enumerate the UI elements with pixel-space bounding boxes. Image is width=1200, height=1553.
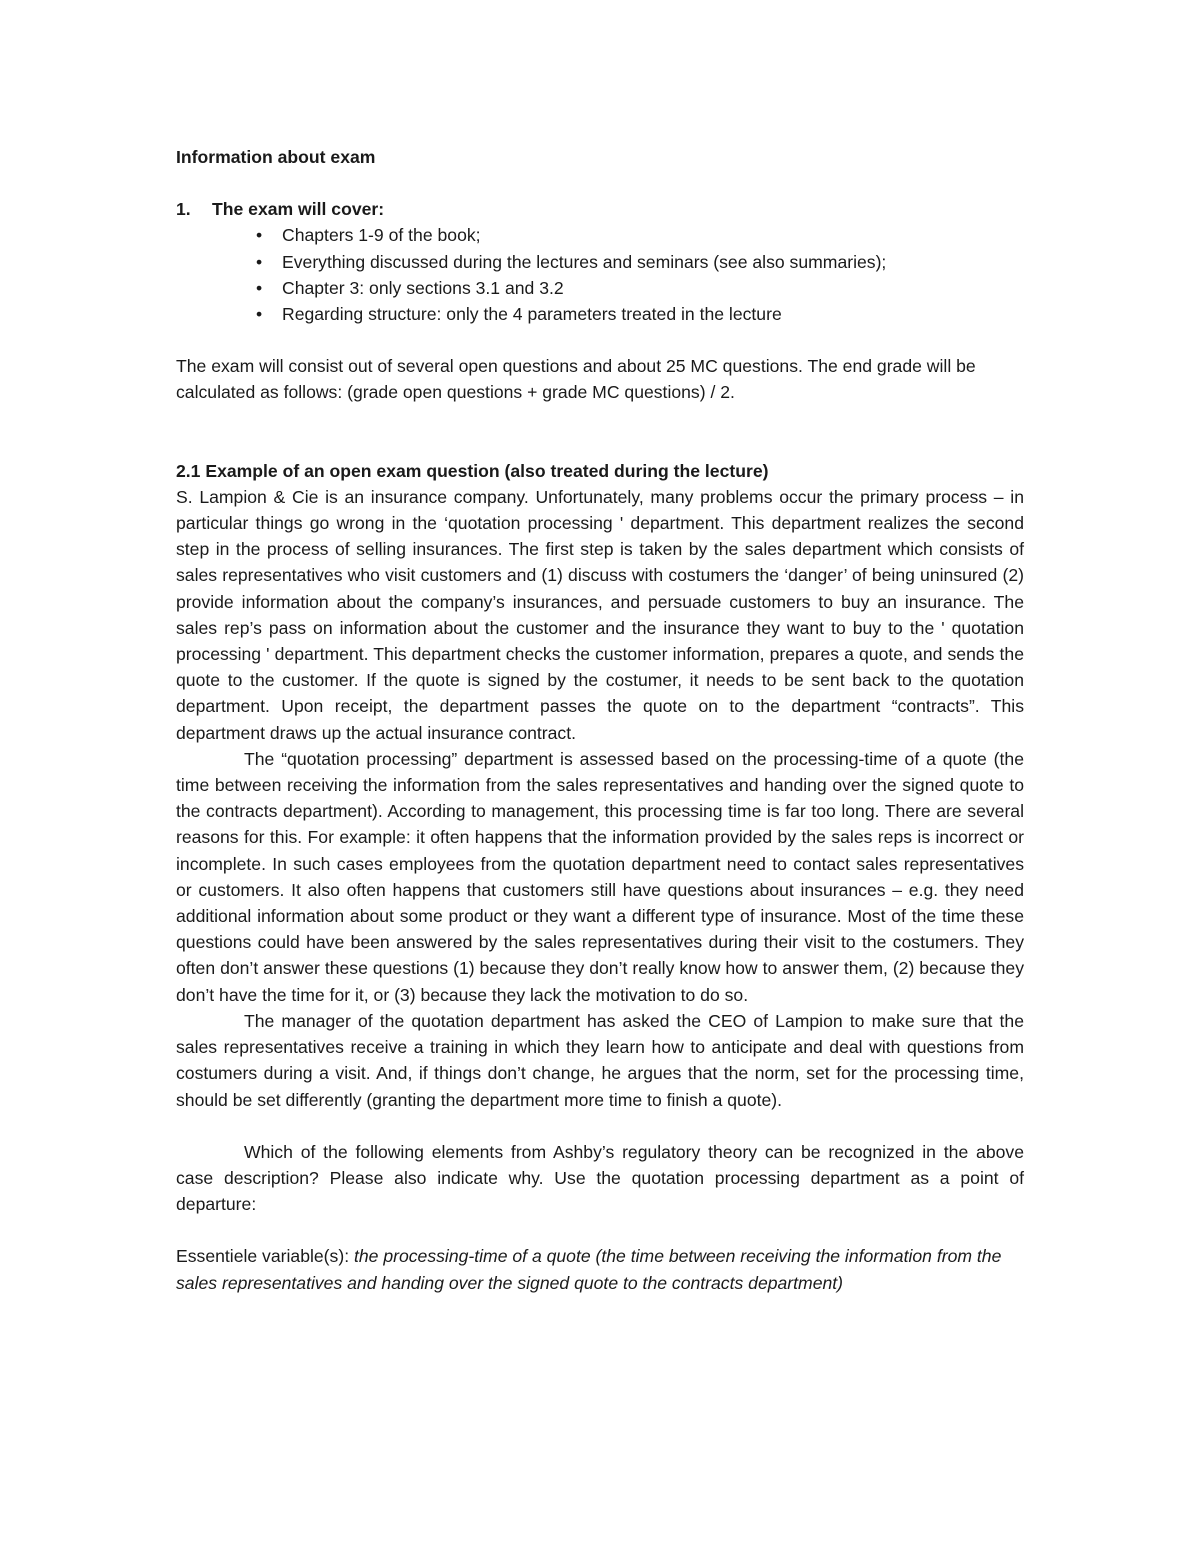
answer-text: the processing-time of a quote (the time between receiving the information from the sales representatives and handing over the signed quote to the contracts department) [176,1246,1002,1293]
document-body [176,144,1024,1296]
list-item-text: Everything discussed during the lectures and seminars (see also summaries); [282,251,887,272]
list-item [176,301,1024,327]
answer-paragraph [176,1243,1024,1295]
bullet-icon: • [256,251,263,272]
case-paragraph-2: The “quotation processing” department is assessed based on the processing-time of a quote (the time between receiving the information from the sales representatives and handing over the signed quote to the contracts department). According to management, this processing time is far too long. There are several reasons for this. For example: it often happens that the information provided by the sales reps is incorrect or incomplete. In such cases employees from the quotation department need to contact sales representatives or customers. It also often happens that customers still have questions about insurances – e.g. they need additional information about some product or they want a different type of insurance. Most of the time these questions could have been answered by the sales representatives during their visit to the costumers. They often don’t answer these questions (1) because they don’t really know how to answer them, (2) because they don’t have the time for it, or (3) because they lack the motivation to do so. [176,748,1024,1005]
document-title: Information about exam [176,147,376,167]
bullet-icon: • [256,225,263,246]
section-1-title: The exam will cover: [212,199,385,220]
section-2-1-heading: 2.1 Example of an open exam question (also treated during the lecture) [176,460,769,481]
case-paragraph-1: S. Lampion & Cie is an insurance company. Unfortunately, many problems occur the primary process – in particular things go wrong in the ‘quotation processing ' department. This department realizes the second step in the process of selling insurances. The first step is taken by the sales department which consists of sales representatives who visit customers and (1) discuss with costumers the ‘danger’ of being uninsured (2) provide information about the company’s insurances, and persuade customers to buy an insurance. The sales rep’s pass on information about the customer and the insurance they want to buy to the ' quotation processing ' department. This department checks the customer information, prepares a quote, and sends the quote to the customer. If the quote is signed by the costumer, it needs to be sent back to the quotation department. Upon receipt, the department passes the quote on to the department “contracts”. This department draws up the actual insurance contract. [176,486,1024,743]
case-paragraph-3: The manager of the quotation department has asked the CEO of Lampion to make sure that the sales representatives receive a training in which they learn how to anticipate and deal with questions from costumers during a visit. And, if things don’t change, he argues that the norm, set for the processing time, should be set differently (granting the department more time to finish a quote). [176,1010,1024,1110]
exam-coverage-list [176,222,1024,327]
exam-structure-paragraph: The exam will consist out of several open questions and about 25 MC questions. The end grade will be calculated as follows: (grade open questions + grade MC questions) / 2. [176,356,976,403]
answer-label: Essentiele variable(s): [176,1246,350,1267]
list-item-text: Chapters 1-9 of the book; [282,225,481,246]
list-item [176,222,1024,248]
question-paragraph: Which of the following elements from Ashby’s regulatory theory can be recognized in the above case description? Please also indicate why. Use the quotation processing department as a point of departure: [176,1141,1024,1215]
bullet-icon: • [256,304,263,325]
list-item-text: Regarding structure: only the 4 parameters treated in the lecture [282,304,782,325]
list-item-text: Chapter 3: only sections 3.1 and 3.2 [282,277,564,298]
bullet-icon: • [256,277,263,298]
section-1-number: 1. [176,199,191,220]
section-1-heading [176,196,1024,222]
list-item [176,275,1024,301]
list-item [176,249,1024,275]
